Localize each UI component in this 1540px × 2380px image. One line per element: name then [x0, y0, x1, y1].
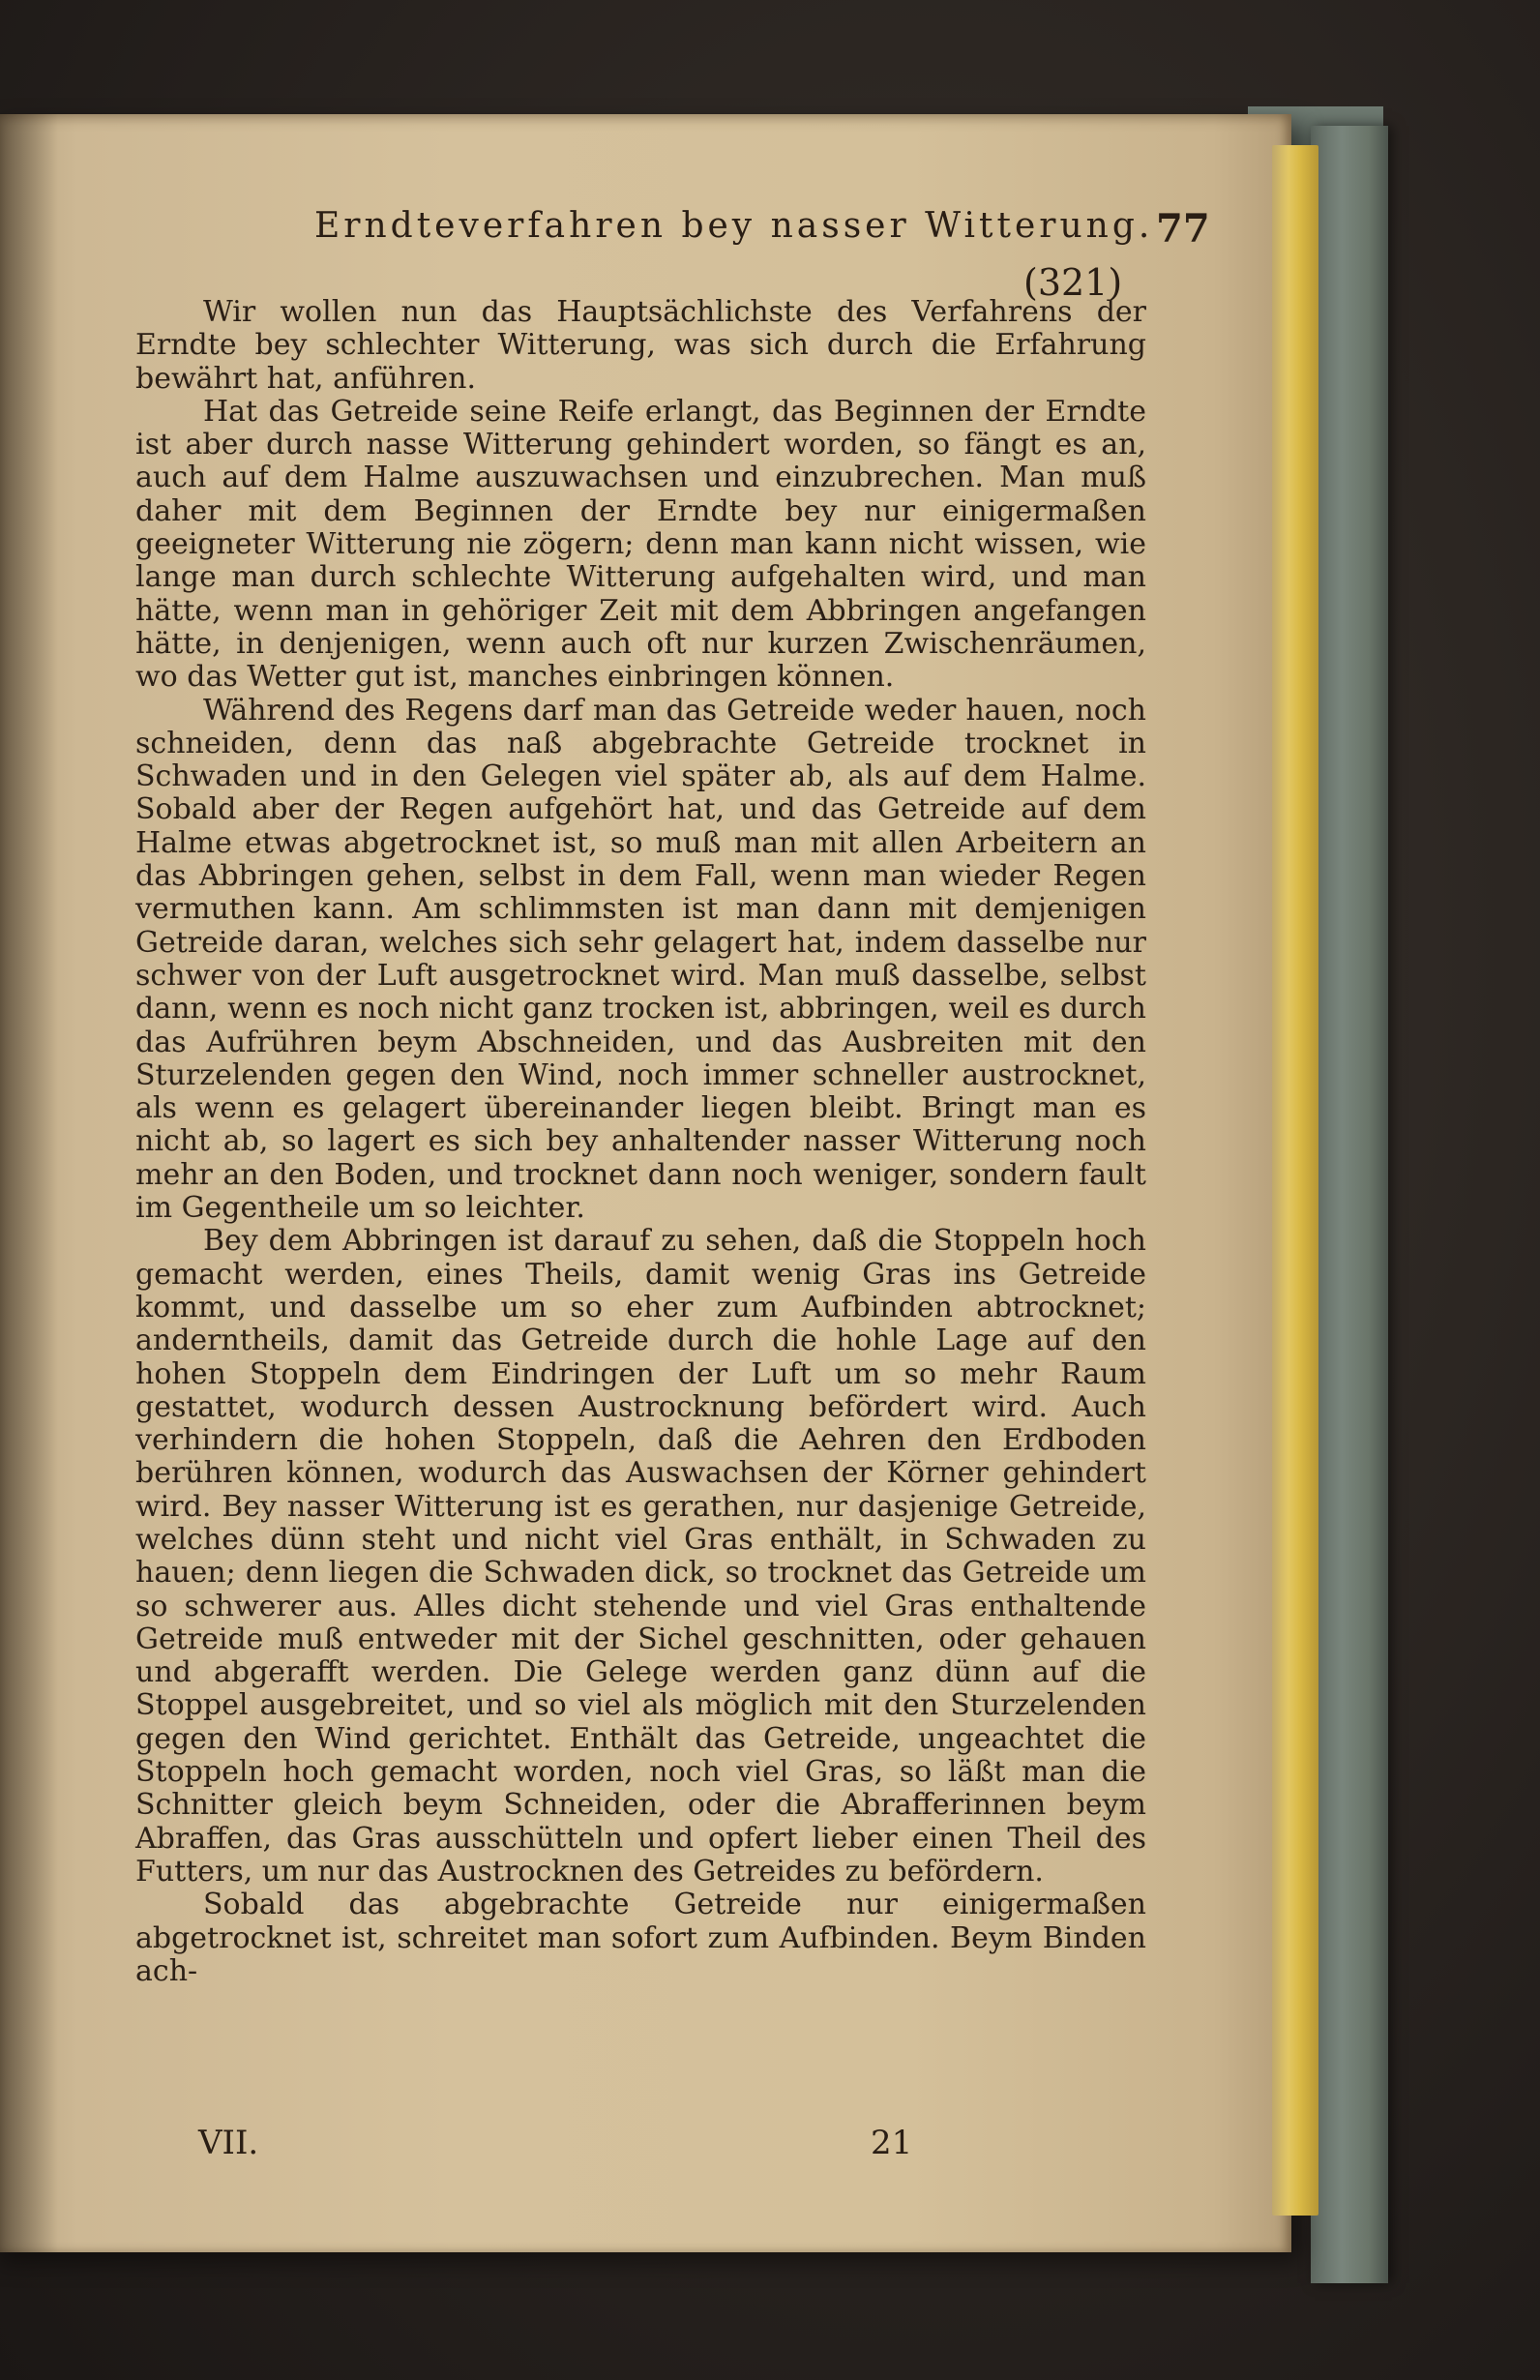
paragraph: Während des Regens darf man das Getreide weder hauen, noch schneiden, denn das naß abgebrachte Getreide trocknet in Schwaden und in den Gelegen viel später ab, als auf dem Halme. Sobald aber der Regen aufgehört hat, und das Getreide auf dem Halme etwas abgetrocknet ist, so muß man mit allen Arbeitern an das Abbringen gehen, selbst in dem Fall, wenn man wieder Regen vermuthen kann. Am schlimmsten ist man dann mit demjenigen Getreide daran, welches sich sehr gelagert hat, indem dasselbe nur schwer von der Luft ausgetrocknet wird. Man muß dasselbe, selbst dann, wenn es noch nicht ganz trocken ist, abbringen, weil es durch das Aufrühren beym Abschneiden, und das Ausbreiten mit den Sturzelenden gegen den Wind, noch immer schneller austrocknet, als wenn es gelagert übereinander liegen bleibt. Bringt man es nicht ab, so lagert es sich bey anhaltender nasser Witterung noch mehr an den Boden, und trocknet dann noch weniger, sondern fault im Gegentheile um so leichter.	[135, 693, 1146, 1226]
gilt-page-edge	[1272, 145, 1318, 2216]
page-number: 77	[1156, 206, 1210, 252]
page-gutter	[0, 114, 58, 2252]
paragraph: Bey dem Abbringen ist darauf zu sehen, daß die Stoppeln hoch gemacht werden, eines Theils, damit wenig Gras ins Getreide kommt, und dasselbe um so eher zum Aufbinden abtrocknet; anderntheils, damit das Getreide durch die hohle Lage auf den hohen Stoppeln dem Eindringen der Luft um so mehr Raum gestattet, wodurch dessen Austrocknung befördert wird. Auch verhindern die hohen Stoppeln, daß die Aehren den Erdboden berühren können, wodurch das Auswachsen der Körner gehindert wird. Bey nasser Witterung ist es gerathen, nur dasjenige Getreide, welches dünn steht und nicht viel Gras enthält, in Schwaden zu hauen; denn liegen die Schwaden dick, so trocknet das Getreide um so schwerer aus. Alles dicht stehende und viel Gras enthaltende Getreide muß entweder mit der Sichel geschnitten, oder gehauen und abgerafft werden. Die Gelege werden ganz dünn auf die Stoppel ausgebreitet, und so viel als möglich mit den Sturzelenden gegen den Wind gerichtet. Enthält das Getreide, ungeachtet die Stoppeln hoch gemacht worden, noch viel Gras, so läßt man die Schnitter gleich beym Schneiden, oder die Abrafferinnen beym Abraffen, das Gras ausschütteln und opfert lieber einen Theil des Futters, um nur das Austrocknen des Getreides zu befördern.	[135, 1224, 1146, 1889]
body-text	[135, 296, 1146, 1988]
paragraph: Sobald das abgebrachte Getreide nur einigermaßen abgetrocknet ist, schreitet man sofort zum Aufbinden. Beym Binden ach-	[135, 1888, 1146, 1988]
paragraph: Hat das Getreide seine Reife erlangt, das Beginnen der Erndte ist aber durch nasse Witterung gehindert worden, so fängt es an, auch auf dem Halme auszuwachsen und einzubrechen. Man muß daher mit dem Beginnen der Erndte bey nur einigermaßen geeigneter Witterung nie zögern; denn man kann nicht wissen, wie lange man durch schlechte Witterung aufgehalten wird, und man hätte, wenn man in gehöriger Zeit mit dem Abbringen angefangen hätte, in denjenigen, wenn auch oft nur kurzen Zwischenräumen, wo das Wetter gut ist, manches einbringen können.	[135, 394, 1146, 695]
paragraph: Wir wollen nun das Hauptsächlichste des Verfahrens der Erndte bey schlechter Witterung, was sich durch die Erfahrung bewährt hat, anführen.	[135, 295, 1146, 396]
sheet-number: (321)	[1023, 261, 1123, 304]
signature-mark: VII.	[198, 2124, 259, 2162]
book-cover-spine	[1311, 126, 1388, 2283]
running-title: Erndteverfahren bey nasser Witterung.	[314, 206, 1154, 246]
sheet-signature-number: 21	[871, 2124, 913, 2162]
